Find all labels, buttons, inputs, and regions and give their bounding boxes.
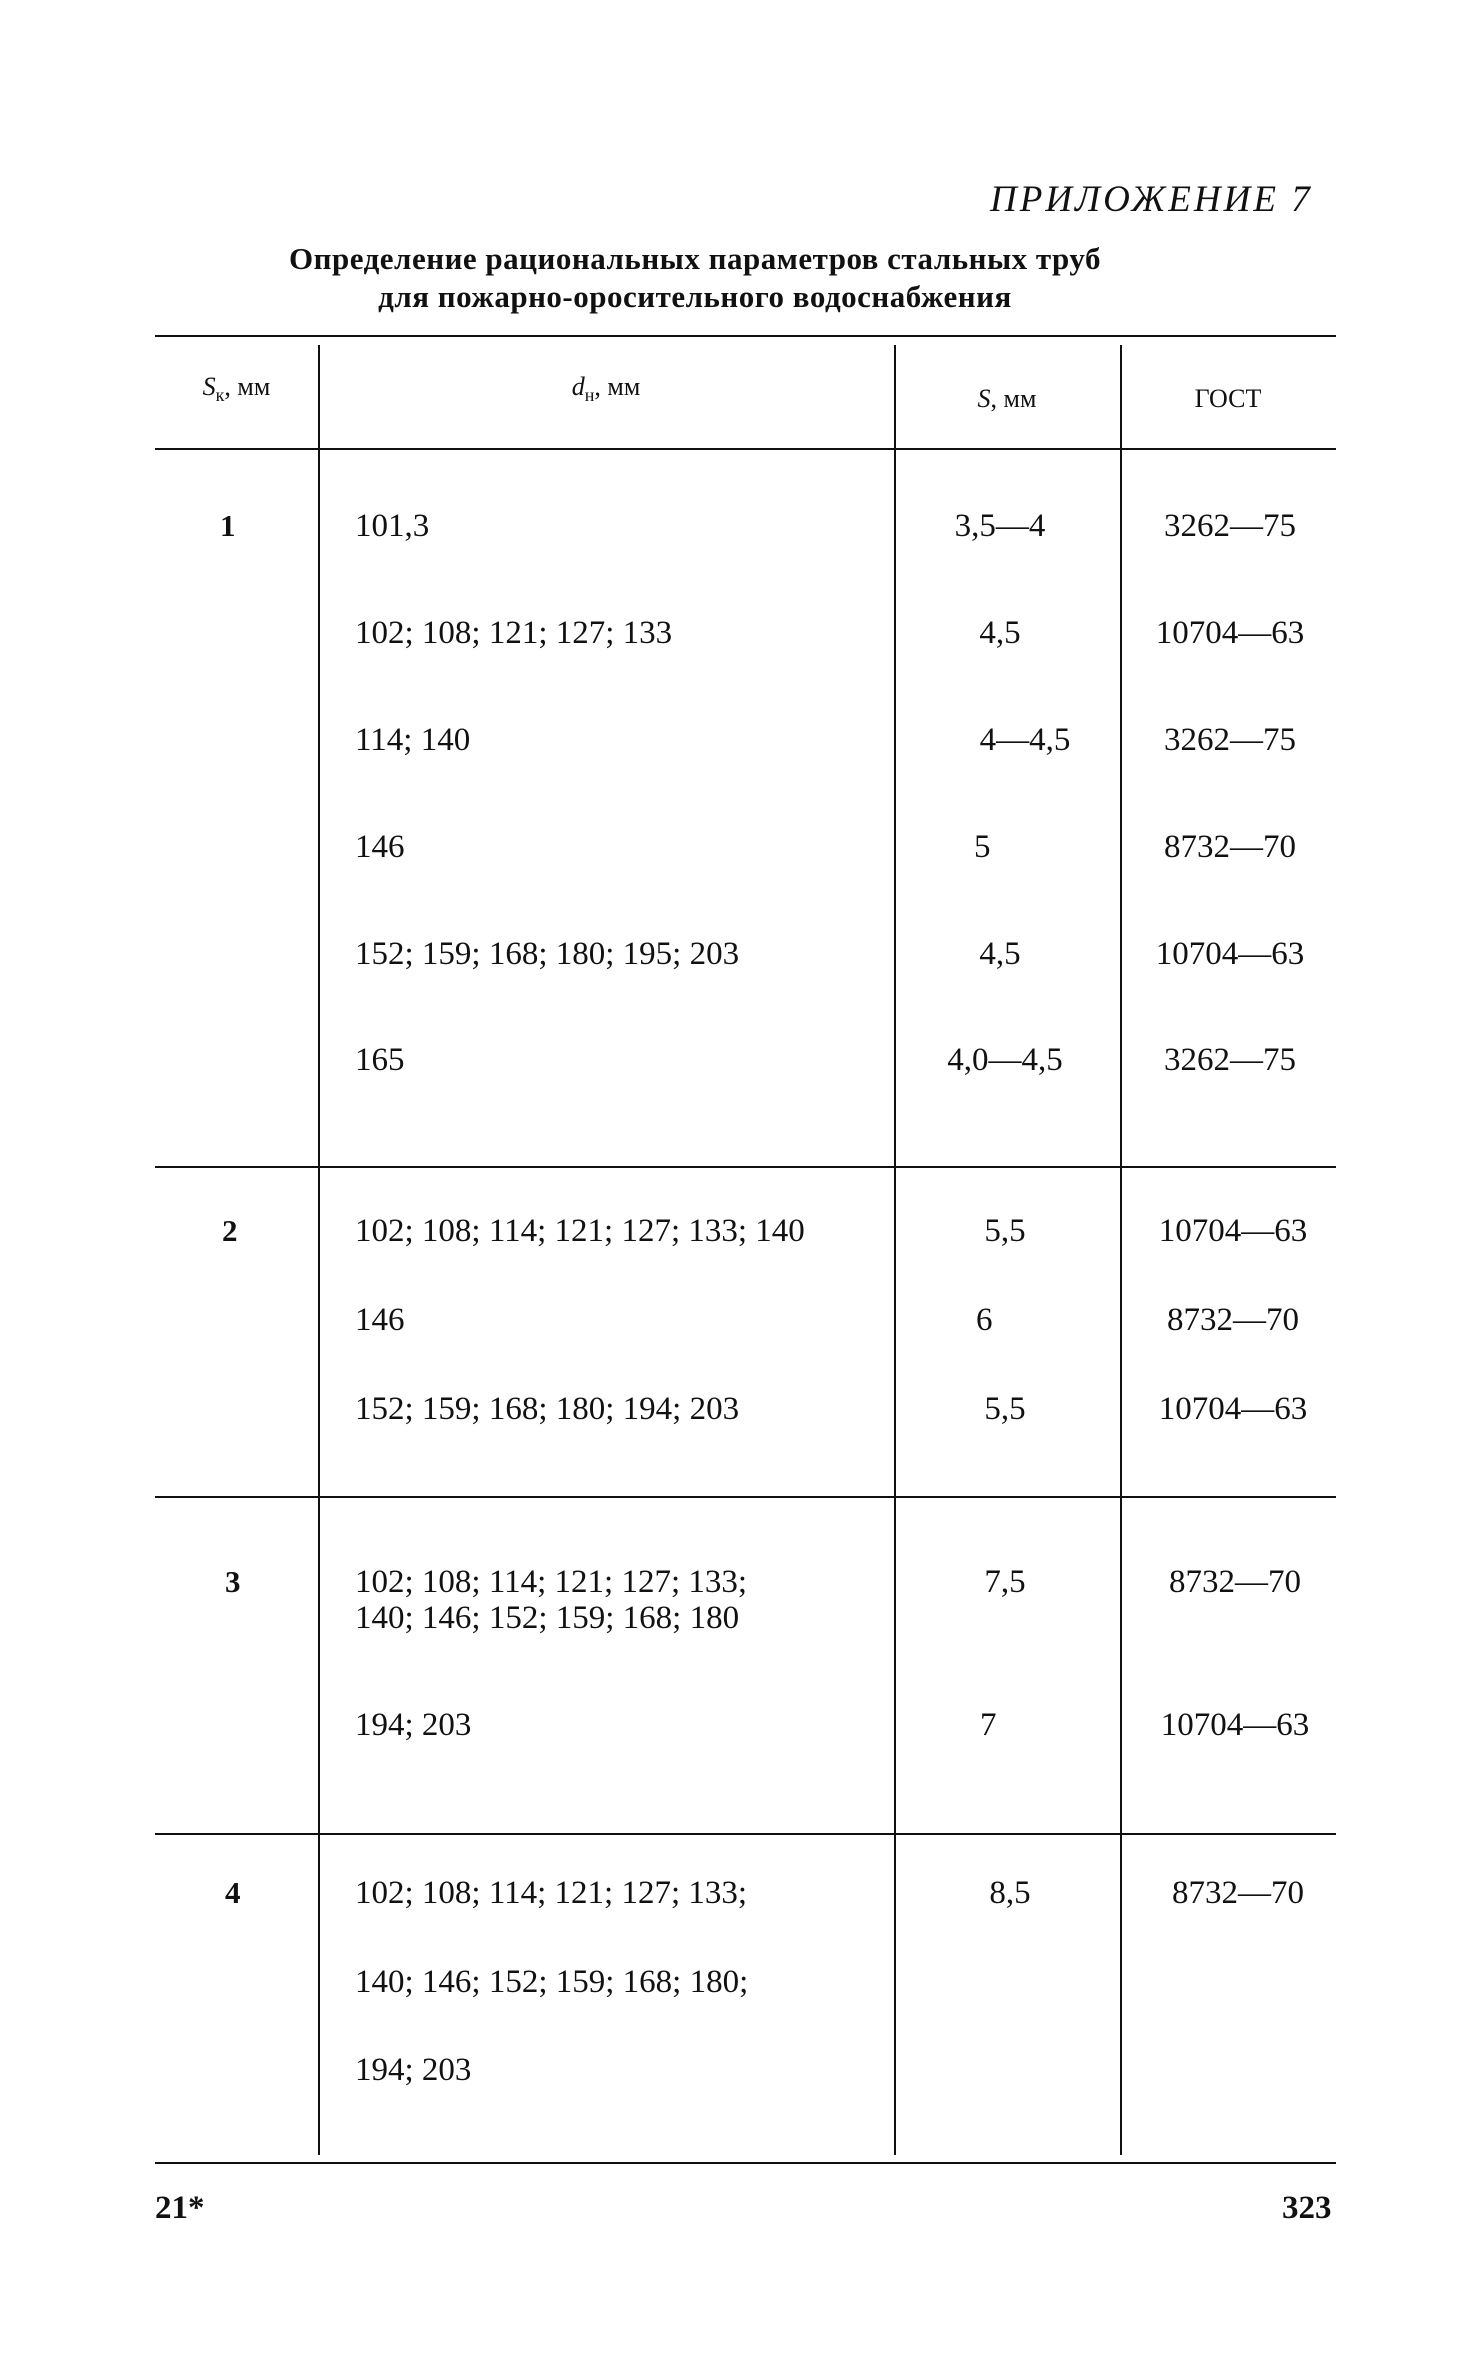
table-row-4-1-gost: 8732—70 [1172, 1875, 1304, 1911]
header-s-unit: , мм [990, 384, 1037, 413]
page-number: 323 [1282, 2190, 1332, 2226]
group-1-sk: 1 [220, 508, 236, 543]
table-row-2-1-dn: 102; 108; 114; 121; 127; 133; 140 [355, 1213, 805, 1249]
table-row-1-4-dn: 146 [355, 829, 405, 865]
table-row-1-6-s: 4,0—4,5 [947, 1042, 1063, 1078]
appendix-label: ПРИЛОЖЕНИЕ 7 [990, 179, 1313, 220]
group-1-bottom-rule [155, 1166, 1336, 1168]
table-row-3-2-gost: 10704—63 [1160, 1707, 1310, 1743]
table-row-1-2-s: 4,5 [979, 615, 1021, 651]
table-row-1-6-gost: 3262—75 [1164, 1042, 1296, 1078]
table-row-4-1-dn: 102; 108; 114; 121; 127; 133; [355, 1875, 748, 1911]
header-sk-sub: к [215, 385, 225, 406]
table-row-1-5-gost: 10704—63 [1155, 936, 1305, 972]
table-row-1-1-dn: 101,3 [355, 508, 430, 544]
table-row-1-3-s: 4—4,5 [979, 722, 1071, 758]
table-row-2-2-s: 6 [976, 1302, 993, 1338]
table-row-3-1-dn-line1: 102; 108; 114; 121; 127; 133; [355, 1564, 748, 1600]
table-row-1-6-dn: 165 [355, 1042, 405, 1078]
header-bottom-rule [155, 448, 1336, 450]
header-sk-unit: , мм [224, 372, 271, 401]
header-gost: ГОСТ [1194, 384, 1262, 413]
header-dn-symbol: d [571, 372, 585, 401]
table-row-1-1-s: 3,5—4 [954, 508, 1046, 544]
table-row-2-1-gost: 10704—63 [1158, 1213, 1308, 1249]
table-row-1-3-gost: 3262—75 [1164, 722, 1296, 758]
title-line-2: для пожарно-оросительного водоснабжения [378, 279, 1012, 314]
table-row-2-3-s: 5,5 [984, 1391, 1026, 1427]
table-row-4-2-dn: 140; 146; 152; 159; 168; 180; [355, 1964, 749, 2000]
table-row-2-2-dn: 146 [355, 1302, 405, 1338]
table-row-3-1-dn-line2: 140; 146; 152; 159; 168; 180 [355, 1600, 740, 1636]
table-row-3-1-gost: 8732—70 [1169, 1564, 1301, 1600]
header-sk [155, 372, 318, 406]
table-row-1-1-gost: 3262—75 [1164, 508, 1296, 544]
title-line-1: Определение рациональных параметров стальных труб [289, 241, 1101, 276]
table-row-2-2-gost: 8732—70 [1167, 1302, 1299, 1338]
header-s-symbol: S [977, 384, 991, 413]
table-row-3-1-s: 7,5 [984, 1564, 1026, 1600]
table-row-1-2-gost: 10704—63 [1155, 615, 1305, 651]
table-row-1-4-s: 5 [974, 829, 991, 865]
table-row-1-2-dn: 102; 108; 121; 127; 133 [355, 615, 673, 651]
table-top-rule [155, 335, 1336, 337]
column-divider-3 [1120, 345, 1122, 2155]
header-dn-unit: , мм [594, 372, 641, 401]
table-row-4-1-s: 8,5 [989, 1875, 1031, 1911]
page-title [160, 240, 1230, 316]
table-row-2-1-s: 5,5 [984, 1213, 1026, 1249]
table-row-4-3-dn: 194; 203 [355, 2052, 472, 2088]
table-bottom-rule [155, 2162, 1336, 2164]
group-2-sk: 2 [222, 1213, 238, 1248]
header-sk-symbol: S [202, 372, 216, 401]
table-row-2-3-dn: 152; 159; 168; 180; 194; 203 [355, 1391, 740, 1427]
header-dn-sub: н [584, 385, 595, 406]
group-3-bottom-rule [155, 1833, 1336, 1835]
table-row-1-3-dn: 114; 140 [355, 722, 471, 758]
header-dn [318, 372, 894, 406]
group-4-sk: 4 [225, 1875, 241, 1910]
column-divider-1 [318, 345, 320, 2155]
table-row-3-2-s: 7 [980, 1707, 997, 1743]
table-row-1-4-gost: 8732—70 [1164, 829, 1296, 865]
table-row-1-5-s: 4,5 [979, 936, 1021, 972]
group-2-bottom-rule [155, 1496, 1336, 1498]
table-row-2-3-gost: 10704—63 [1158, 1391, 1308, 1427]
header-s [894, 384, 1120, 414]
table-row-3-1-dn [355, 1564, 747, 1636]
table-row-3-2-dn: 194; 203 [355, 1707, 472, 1743]
signature-mark: 21* [155, 2190, 205, 2226]
table-row-1-5-dn: 152; 159; 168; 180; 195; 203 [355, 936, 740, 972]
group-3-sk: 3 [225, 1564, 241, 1599]
